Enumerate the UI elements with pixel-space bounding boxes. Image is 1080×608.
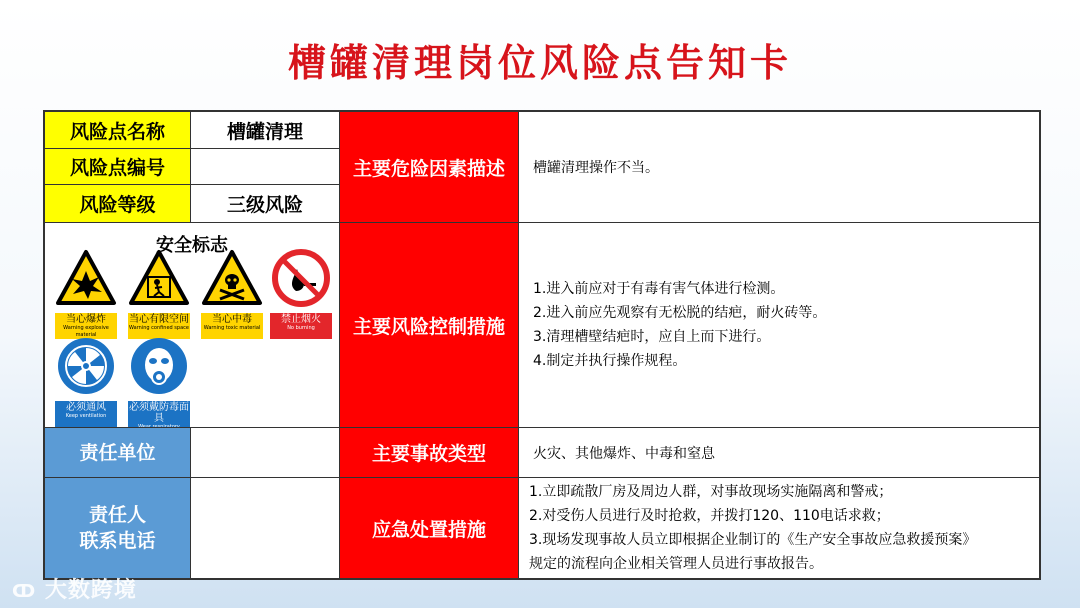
sign-ventilation-en: Keep ventilation xyxy=(65,413,107,419)
risk-name-value: 槽罐清理 xyxy=(190,111,340,149)
risk-level-value: 三级风险 xyxy=(190,184,340,223)
emergency-item: 1.立即疏散厂房及周边人群，对事故现场实施隔离和警戒； xyxy=(529,484,893,500)
no-burning-icon xyxy=(270,247,332,309)
control-item: 1.进入前应对于有毒有害气体进行检测。 xyxy=(533,281,785,297)
ventilation-icon xyxy=(55,335,117,397)
hazard-label: 主要危险因素描述 xyxy=(339,111,519,223)
watermark xyxy=(12,573,137,604)
contact-label-line1: 责任人 xyxy=(88,504,146,526)
control-list xyxy=(518,222,1040,428)
unit-label: 责任单位 xyxy=(44,427,191,478)
sign-ventilation xyxy=(55,335,117,427)
accident-label: 主要事故类型 xyxy=(339,427,519,478)
risk-name-label: 风险点名称 xyxy=(44,111,191,149)
watermark-text: 大数跨境 xyxy=(44,578,137,603)
control-label: 主要风险控制措施 xyxy=(339,222,519,428)
emergency-item: 2.对受伤人员进行及时抢救，并拨打120、110电话求救； xyxy=(529,508,890,524)
sign-no-burning-cn: 禁止烟火 xyxy=(281,314,321,325)
emergency-label: 应急处置措施 xyxy=(339,477,519,579)
toxic-warning-icon xyxy=(201,247,263,309)
risk-card xyxy=(43,110,1041,580)
sign-ventilation-cn: 必须通风 xyxy=(66,402,106,413)
hazard-text: 槽罐清理操作不当。 xyxy=(518,111,1040,223)
safety-signs-panel xyxy=(44,222,340,428)
confined-space-warning-icon xyxy=(128,247,190,309)
contact-value xyxy=(190,477,340,579)
page-title: 槽罐清理岗位风险点告知卡 xyxy=(287,41,792,85)
sign-explosion xyxy=(55,247,117,339)
watermark-logo-icon: ↀ xyxy=(12,581,37,602)
gas-mask-icon xyxy=(128,335,190,397)
emergency-list xyxy=(518,477,1040,579)
sign-no-burning xyxy=(270,247,332,339)
risk-code-value xyxy=(190,148,340,185)
risk-level-label: 风险等级 xyxy=(44,184,191,223)
sign-gas-mask-cn: 必须戴防毒面具 xyxy=(129,402,189,424)
control-item: 4.制定并执行操作规程。 xyxy=(533,353,687,369)
explosion-warning-icon xyxy=(55,247,117,309)
safety-signs-title: 安全标志 xyxy=(156,235,228,256)
sign-no-burning-en: No burning xyxy=(287,325,315,331)
sign-gas-mask xyxy=(128,335,190,427)
accident-text: 火灾、其他爆炸、中毒和窒息 xyxy=(518,427,1040,478)
sign-explosion-en: Warning explosive material xyxy=(63,325,109,338)
sign-confined-space xyxy=(128,247,190,339)
sign-confined-space-en: Warning confined space xyxy=(129,325,189,331)
contact-label xyxy=(44,477,191,579)
contact-label-line2: 联系电话 xyxy=(79,530,156,552)
risk-code-label: 风险点编号 xyxy=(44,148,191,185)
unit-value xyxy=(190,427,340,478)
emergency-item: 3.现场发现事故人员立即根据企业制订的《生产安全事故应急救援预案》 xyxy=(529,532,977,548)
emergency-item: 规定的流程向企业相关管理人员进行事故报告。 xyxy=(529,556,823,572)
sign-toxic xyxy=(201,247,263,339)
control-item: 3.清理槽壁结疤时，应自上而下进行。 xyxy=(533,329,771,345)
sign-toxic-cn: 当心中毒 xyxy=(212,314,252,325)
sign-toxic-en: Warning toxic material xyxy=(203,325,261,331)
control-item: 2.进入前应先观察有无松脱的结疤，耐火砖等。 xyxy=(533,305,827,321)
sign-explosion-cn: 当心爆炸 xyxy=(66,314,106,325)
sign-confined-space-cn: 当心有限空间 xyxy=(129,314,189,325)
